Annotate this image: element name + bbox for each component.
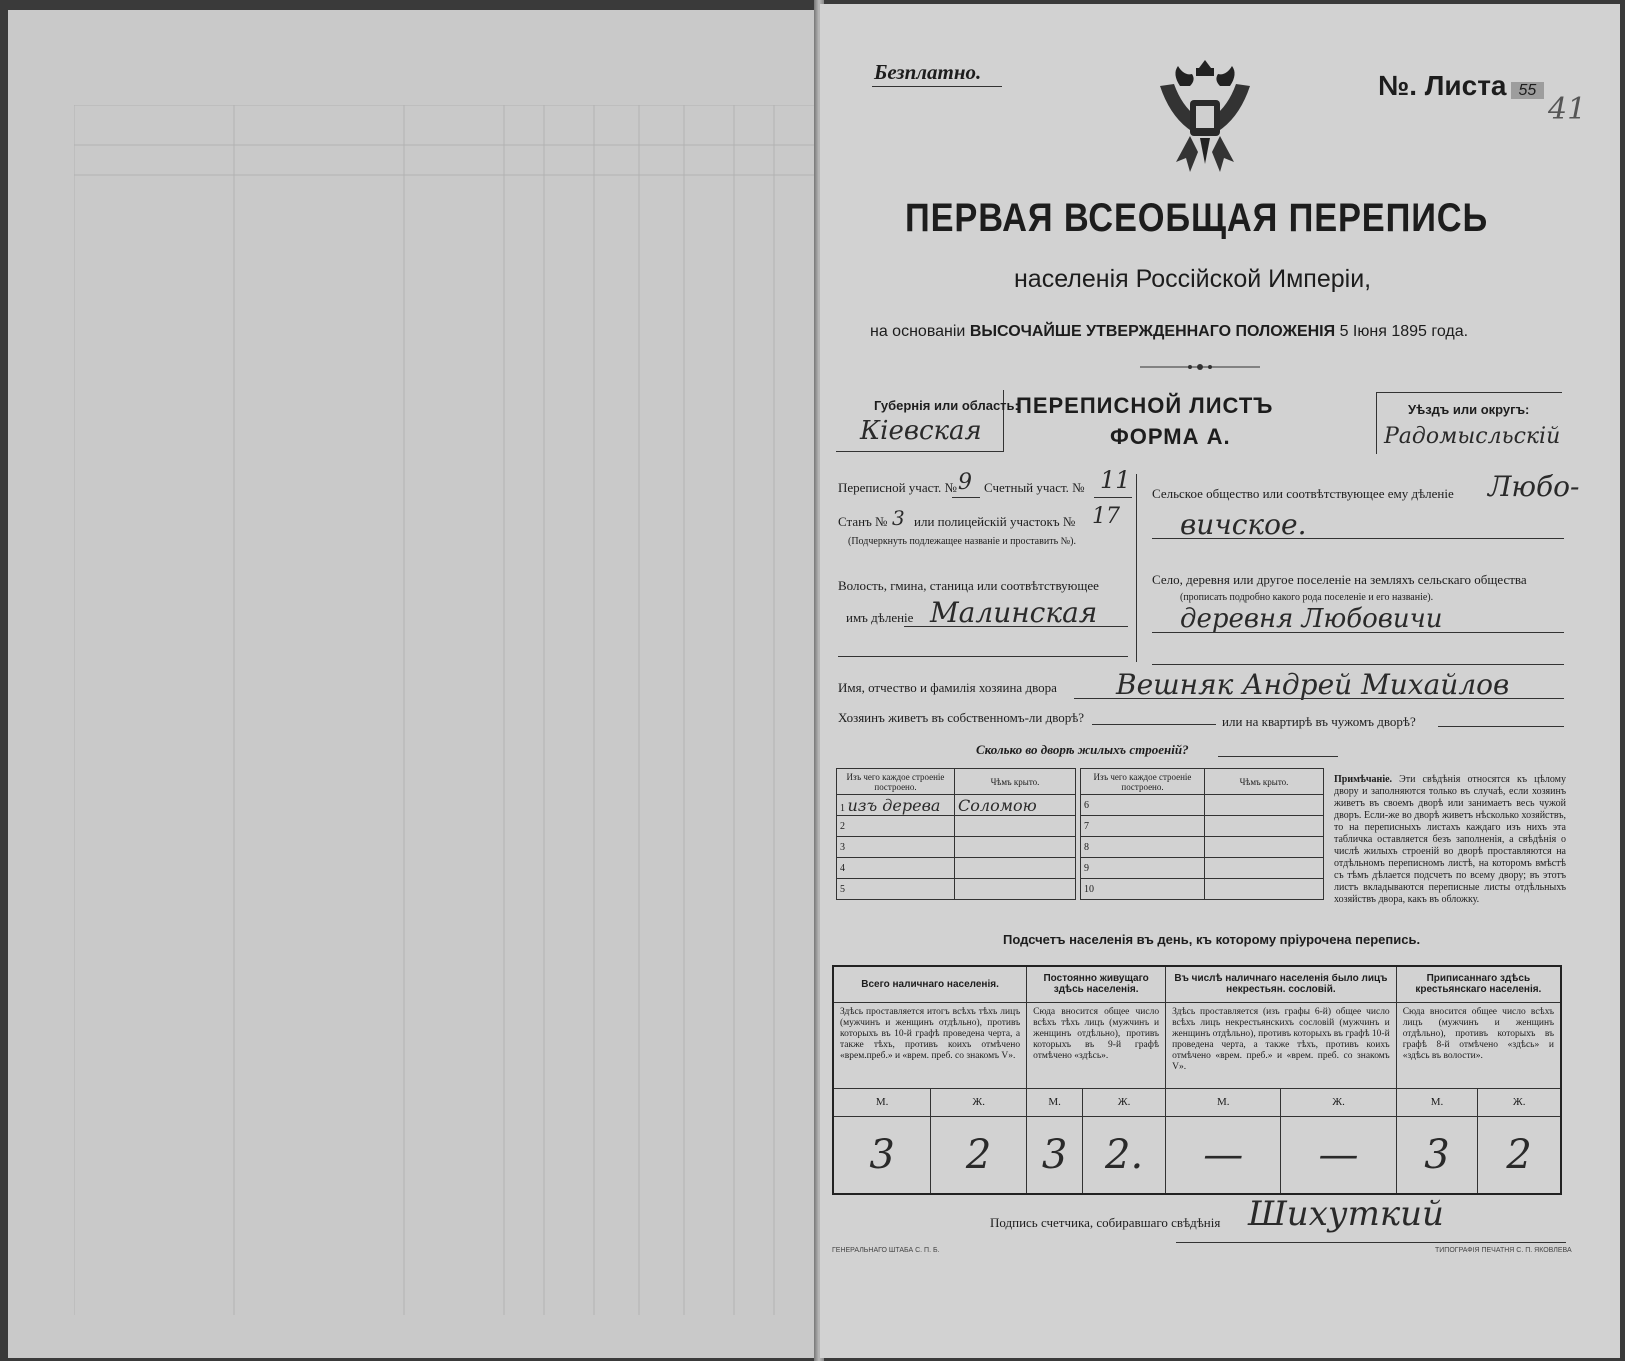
ghost-grid-bleedthrough bbox=[74, 105, 822, 1315]
count-district-label: Счетный участ. № bbox=[984, 480, 1085, 495]
buildings-table-left bbox=[836, 768, 1076, 900]
buildings-line bbox=[1218, 756, 1338, 757]
table-row bbox=[1081, 837, 1324, 858]
population-count-table bbox=[832, 965, 1562, 1195]
table-row bbox=[837, 795, 1076, 816]
total-female-value[interactable]: 2 bbox=[931, 1116, 1027, 1194]
village-line bbox=[1152, 632, 1564, 633]
volost-label: Волость, гмина, станица или соотвѣтствующее bbox=[838, 578, 1099, 593]
col-material-header: Изъ чего каждое строеніе построено. bbox=[837, 769, 955, 795]
count-col-2-header: Постоянно живущаго здѣсь населенія. bbox=[1027, 966, 1166, 1002]
sheet-number-value: 55 bbox=[1511, 82, 1545, 99]
count-col-2-desc: Сюда вносится общее число всѣхъ тѣхъ лицъ (мужчинъ и женщинъ отдѣльно), противъ которыхъ въ 9-й графѣ отмѣчено «здѣсь». bbox=[1027, 1002, 1166, 1088]
volost-line bbox=[904, 626, 1128, 627]
printer-left: ГЕНЕРАЛЬНАГО ШТАБА С. П. Б. bbox=[832, 1247, 940, 1254]
table-row bbox=[1081, 879, 1324, 900]
stan-value[interactable]: 3 bbox=[892, 506, 905, 530]
table-row bbox=[1081, 816, 1324, 837]
nonpeasant-male-value[interactable]: — bbox=[1166, 1116, 1281, 1194]
buildings-label: Сколько во дворѣ жилыхъ строеній? bbox=[976, 742, 1189, 757]
decree-bold: ВЫСОЧАЙШЕ УТВЕРЖДЕННАГО ПОЛОЖЕНІЯ bbox=[969, 323, 1336, 340]
signature-value[interactable]: Шихуткий bbox=[1248, 1194, 1444, 1234]
column-separator bbox=[1136, 474, 1137, 662]
female-label: Ж. bbox=[1478, 1088, 1561, 1116]
row-number: 7 bbox=[1081, 816, 1205, 837]
census-district-line bbox=[952, 497, 980, 498]
building-roof[interactable] bbox=[1205, 837, 1324, 858]
pencil-page-number: 41 bbox=[1548, 92, 1587, 127]
rent-label: или на квартирѣ въ чужомъ дворѣ? bbox=[1222, 714, 1416, 729]
province-label: Губернія или область: bbox=[874, 398, 1019, 413]
village-line-2 bbox=[1152, 664, 1564, 665]
underline-note: (Подчеркнуть подлежащее названіе и проставить №). bbox=[848, 536, 1076, 547]
buildings-note bbox=[1334, 774, 1566, 906]
note-text: Эти свѣдѣнія относятся къ цѣлому двору и заполняются только въ случаѣ, если хозяинъ живетъ въ своемъ дворѣ или занимаетъ весь чужой дворъ. Если-же во дворѣ живетъ нѣсколько хозяйствъ, то на переписныхъ листахъ каждаго изъ нихъ эта табличка оставляется безъ заполненія, а свѣдѣнія о числѣ жилыхъ строеній во дворѣ проставляются на отдѣльномъ переписномъ листѣ, на которомъ вмѣстѣ съ тѣмъ дѣлается подсчетъ по всему двору; въ этотъ листъ вкладываются переписные листы отдѣльныхъ хозяйствъ двора, какъ въ обложку. bbox=[1334, 774, 1566, 905]
society-value-2[interactable]: вичское. bbox=[1180, 508, 1307, 541]
signature-label: Подпись счетчика, собиравшаго свѣдѣнія bbox=[990, 1215, 1221, 1230]
male-label: М. bbox=[1166, 1088, 1281, 1116]
row-number: 10 bbox=[1081, 879, 1205, 900]
registered-female-value[interactable]: 2 bbox=[1478, 1116, 1561, 1194]
ornament-divider bbox=[1140, 362, 1260, 372]
row-number: 3 bbox=[837, 837, 955, 858]
police-value[interactable]: 17 bbox=[1092, 504, 1120, 529]
owner-label: Имя, отчество и фамилія хозяина двора bbox=[838, 680, 1057, 695]
building-roof[interactable] bbox=[955, 816, 1076, 837]
form-title: ПЕРЕПИСНОЙ ЛИСТЪ bbox=[1016, 393, 1274, 418]
row-number: 2 bbox=[837, 816, 955, 837]
building-roof[interactable] bbox=[1205, 858, 1324, 879]
volost-value[interactable]: Малинская bbox=[930, 596, 1098, 629]
col-material-header: Изъ чего каждое строеніе построено. bbox=[1081, 769, 1205, 795]
district-label: Уѣздъ или округъ: bbox=[1408, 402, 1530, 417]
count-col-4-desc: Сюда вносится общее число всѣхъ лицъ (мужчинъ и женщинъ отдѣльно), противъ которыхъ въ графѣ 8-й отмѣчено «здѣсь» и «здѣсь въ волости». bbox=[1396, 1002, 1561, 1088]
count-district-line bbox=[1094, 497, 1132, 498]
volost-label-2: имъ дѣленіе bbox=[846, 610, 914, 625]
female-label: Ж. bbox=[931, 1088, 1027, 1116]
table-row bbox=[1081, 795, 1324, 816]
sheet-number-label: №. Листа bbox=[1378, 70, 1507, 101]
male-label: М. bbox=[1027, 1088, 1083, 1116]
village-label: Село, деревня или другое поселеніе на земляхъ сельскаго общества bbox=[1152, 572, 1527, 587]
count-district-value[interactable]: 11 bbox=[1100, 466, 1131, 494]
society-label: Сельское общество или соотвѣтствующее ему дѣленіе bbox=[1152, 486, 1454, 501]
police-label: или полицейскій участокъ № bbox=[914, 514, 1076, 529]
count-title: Подсчетъ населенія въ день, къ которому пріурочена перепись. bbox=[1003, 932, 1421, 947]
printer-right: ТИПОГРАФІЯ ПЕЧАТНЯ С. П. ЯКОВЛЕВА bbox=[1435, 1247, 1572, 1254]
census-district-value[interactable]: 9 bbox=[958, 470, 972, 495]
col-roof-header: Чѣмъ крыто. bbox=[955, 769, 1076, 795]
permanent-male-value[interactable]: 3 bbox=[1027, 1116, 1083, 1194]
registered-male-value[interactable]: 3 bbox=[1396, 1116, 1478, 1194]
count-col-3-header: Въ числѣ наличнаго населенія было лицъ некрестьян. сословій. bbox=[1166, 966, 1397, 1002]
total-male-value[interactable]: 3 bbox=[833, 1116, 931, 1194]
owner-line bbox=[1074, 698, 1564, 699]
census-decree-line bbox=[870, 323, 1468, 341]
census-subtitle: населенія Россійской Имперіи, bbox=[1014, 265, 1372, 293]
form-subtitle: ФОРМА А. bbox=[1110, 424, 1231, 449]
free-stamp: Безплатно. bbox=[874, 60, 982, 84]
building-roof[interactable] bbox=[955, 879, 1076, 900]
row-number: 5 bbox=[837, 879, 955, 900]
nonpeasant-female-value[interactable]: — bbox=[1281, 1116, 1396, 1194]
buildings-table-right bbox=[1080, 768, 1324, 900]
free-underline bbox=[872, 86, 1002, 87]
imperial-eagle-emblem bbox=[1150, 56, 1260, 184]
decree-suffix: 5 Іюня 1895 года. bbox=[1339, 323, 1469, 340]
census-title: ПЕРВАЯ ВСЕОБЩАЯ ПЕРЕПИСЬ bbox=[905, 196, 1489, 240]
village-note: (прописать подробно какого рода поселеніе и его названіе). bbox=[1180, 592, 1434, 603]
count-col-1-desc: Здѣсь проставляется итогъ всѣхъ тѣхъ лицъ (мужчинъ и женщинъ отдѣльно), противъ которыхъ въ 10-й графѣ проведена черта, а также тѣхъ, противъ коихъ отмѣчено «врем.преб.» и «врем. преб. со знакомъ V». bbox=[833, 1002, 1027, 1088]
building-roof[interactable]: Соломою bbox=[955, 795, 1076, 816]
own-yard-line bbox=[1092, 724, 1216, 725]
rent-line bbox=[1438, 726, 1564, 727]
signature-line bbox=[1176, 1242, 1566, 1243]
row-number: 6 bbox=[1081, 795, 1205, 816]
census-district-label: Переписной участ. № bbox=[838, 480, 957, 495]
stan-label: Станъ № bbox=[838, 514, 888, 529]
building-roof[interactable] bbox=[955, 858, 1076, 879]
table-row bbox=[837, 837, 1076, 858]
table-row bbox=[837, 879, 1076, 900]
row-number: 1 bbox=[840, 802, 845, 814]
village-value[interactable]: деревня Любовичи bbox=[1180, 604, 1443, 634]
permanent-female-value[interactable]: 2. bbox=[1083, 1116, 1166, 1194]
left-page-blank bbox=[8, 10, 818, 1358]
count-col-1-header: Всего наличнаго населенія. bbox=[833, 966, 1027, 1002]
volost-line-2 bbox=[838, 656, 1128, 657]
female-label: Ж. bbox=[1083, 1088, 1166, 1116]
table-row bbox=[837, 816, 1076, 837]
building-roof[interactable] bbox=[955, 837, 1076, 858]
owner-value[interactable]: Вешняк Андрей Михайлов bbox=[1116, 668, 1510, 701]
male-label: М. bbox=[1396, 1088, 1478, 1116]
sheet-number bbox=[1378, 70, 1544, 102]
col-roof-header: Чѣмъ крыто. bbox=[1205, 769, 1324, 795]
building-roof[interactable] bbox=[1205, 879, 1324, 900]
province-value[interactable]: Кіевская bbox=[860, 416, 982, 446]
own-yard-label: Хозяинъ живетъ въ собственномъ-ли дворѣ? bbox=[838, 710, 1085, 725]
row-number: 9 bbox=[1081, 858, 1205, 879]
decree-prefix: на основаніи bbox=[870, 323, 966, 340]
count-col-3-desc: Здѣсь проставляется (изъ графы 6-й) общее число всѣхъ лицъ некрестьянскихъ сословій (мужчинъ и женщинъ отдѣльно), противъ которыхъ въ графѣ 10-й проведена черта, а также тѣхъ, противъ коихъ отмѣчено «врем. преб.» и «врем. преб. со знакомъ V». bbox=[1166, 1002, 1397, 1088]
society-line bbox=[1152, 538, 1564, 539]
row-number: 8 bbox=[1081, 837, 1205, 858]
building-roof[interactable] bbox=[1205, 795, 1324, 816]
table-row bbox=[837, 858, 1076, 879]
table-row bbox=[1081, 858, 1324, 879]
count-col-4-header: Приписаннаго здѣсь крестьянскаго населенія. bbox=[1396, 966, 1561, 1002]
district-value[interactable]: Радомысльскій bbox=[1384, 424, 1561, 449]
male-label: М. bbox=[833, 1088, 931, 1116]
row-number: 4 bbox=[837, 858, 955, 879]
building-material[interactable]: изъ дерева bbox=[847, 795, 941, 815]
building-roof[interactable] bbox=[1205, 816, 1324, 837]
society-value-1[interactable]: Любо- bbox=[1488, 470, 1580, 503]
female-label: Ж. bbox=[1281, 1088, 1396, 1116]
note-title: Примѣчаніе. bbox=[1334, 774, 1393, 785]
